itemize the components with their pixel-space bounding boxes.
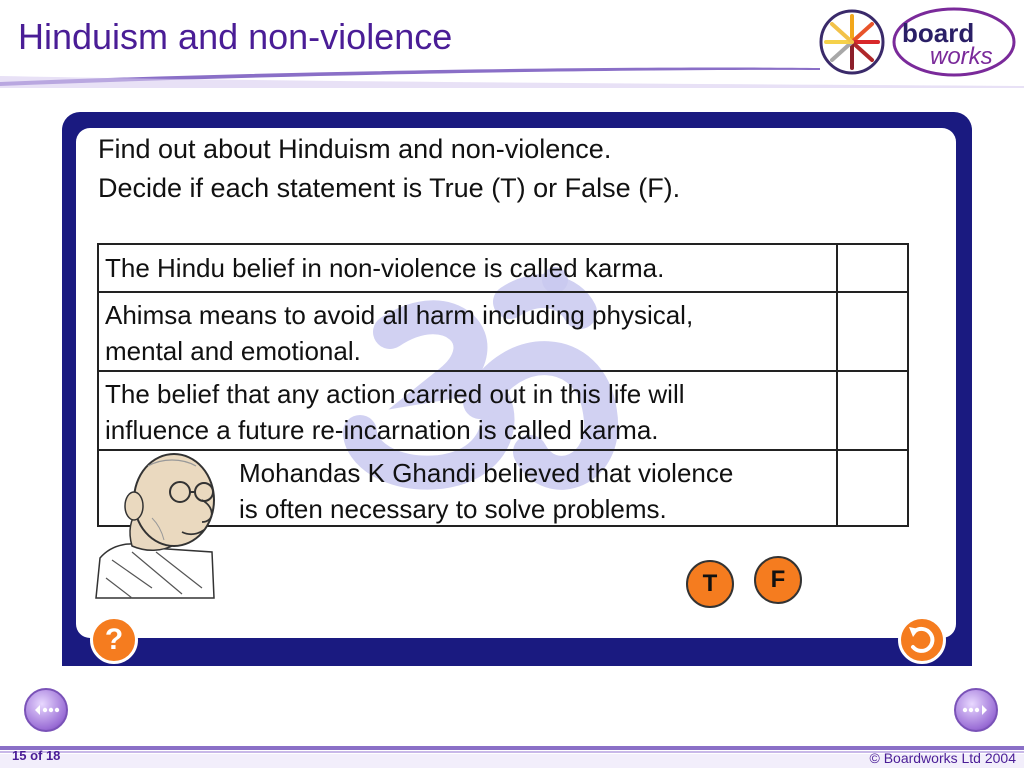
instructions [98, 130, 680, 208]
statement-row-3 [99, 372, 907, 451]
true-button[interactable]: T [686, 560, 734, 608]
slide-number: 15 of 18 [12, 748, 61, 763]
statement-text: The Hindu belief in non-violence is called karma. [105, 253, 665, 283]
instruction-line-2: Decide if each statement is True (T) or False (F). [98, 173, 681, 203]
false-button[interactable]: F [754, 556, 802, 604]
statement-row-4 [99, 451, 907, 525]
boardworks-logo [818, 4, 1018, 80]
answer-cell-3[interactable] [836, 372, 907, 449]
logo-word-board: board [902, 18, 975, 48]
statement-row-2 [99, 293, 907, 372]
answer-cell-2[interactable] [836, 293, 907, 370]
reset-arrow-icon [901, 619, 943, 661]
copyright-notice: © Boardworks Ltd 2004 [869, 750, 1016, 766]
answer-cell-4[interactable] [836, 451, 907, 525]
answer-cell-1[interactable] [836, 245, 907, 291]
instruction-line-1: Find out about Hinduism and non-violence. [98, 134, 612, 164]
statement-row-1 [99, 245, 907, 293]
gandhi-illustration [92, 448, 220, 600]
next-slide-icon [956, 690, 996, 730]
statement-text: Mohandas K Ghandi believed that violence is often necessary to solve problems. [239, 458, 734, 524]
previous-slide-button[interactable] [24, 688, 68, 732]
help-button[interactable]: ? [90, 616, 138, 664]
logo-word-works: works [930, 43, 993, 70]
previous-slide-icon [26, 690, 66, 730]
page-title: Hinduism and non-violence [18, 16, 453, 57]
next-slide-button[interactable] [954, 688, 998, 732]
reset-button[interactable] [898, 616, 946, 664]
statement-text: The belief that any action carried out in this life will influence a future re-incarnation is called karma. [105, 379, 685, 445]
statement-text: Ahimsa means to avoid all harm including physical, mental and emotional. [105, 300, 694, 366]
